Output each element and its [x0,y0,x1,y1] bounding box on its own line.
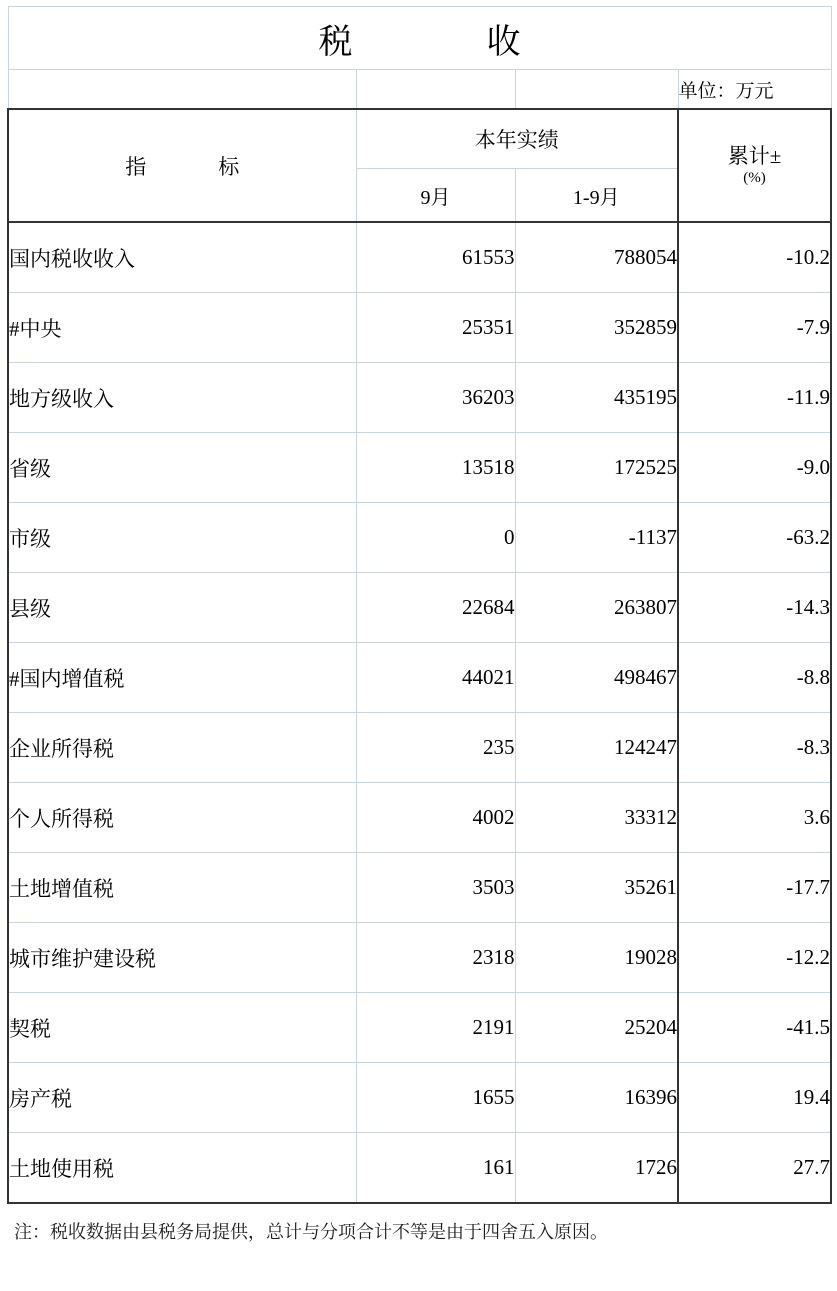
table-row [8,783,831,853]
table-row [8,1063,831,1133]
table-row [8,853,831,923]
row-month: 13518 [356,433,515,503]
row-label: #中央 [8,293,356,363]
header-growth [678,109,831,222]
row-cumulative: 788054 [515,222,678,293]
table-row [8,1133,831,1204]
row-cumulative: 33312 [515,783,678,853]
row-growth: -14.3 [678,573,831,643]
header-row-top [8,109,831,169]
row-label: 市级 [8,503,356,573]
row-cumulative: 16396 [515,1063,678,1133]
row-label: 地方级收入 [8,363,356,433]
row-cumulative: 352859 [515,293,678,363]
row-growth: -17.7 [678,853,831,923]
row-month: 161 [356,1133,515,1204]
row-growth: -8.3 [678,713,831,783]
header-month: 9月 [356,169,515,223]
row-month: 0 [356,503,515,573]
unit-row-blank-1 [8,70,356,110]
row-growth: 3.6 [678,783,831,853]
row-label: 省级 [8,433,356,503]
table-row [8,293,831,363]
header-cumulative: 1-9月 [515,169,678,223]
table-row [8,573,831,643]
table-row [8,923,831,993]
table-row [8,503,831,573]
row-month: 25351 [356,293,515,363]
table-row [8,993,831,1063]
table-row [8,713,831,783]
row-month: 22684 [356,573,515,643]
row-cumulative: 124247 [515,713,678,783]
header-current-year-group: 本年实绩 [356,109,678,169]
unit-row-blank-3 [515,70,678,110]
header-growth-label: 累计± [727,144,782,168]
unit-row-blank-2 [356,70,515,110]
row-label: #国内增值税 [8,643,356,713]
title-row [8,7,831,70]
unit-row [8,70,831,110]
row-growth: -41.5 [678,993,831,1063]
row-cumulative: 25204 [515,993,678,1063]
row-month: 44021 [356,643,515,713]
row-month: 1655 [356,1063,515,1133]
row-month: 2318 [356,923,515,993]
row-month: 235 [356,713,515,783]
footnote: 注：税收数据由县税务局提供，总计与分项合计不等是由于四舍五入原因。 [14,1222,608,1242]
table-row [8,643,831,713]
row-growth: -12.2 [678,923,831,993]
header-index: 指 标 [8,109,356,222]
row-growth: 27.7 [678,1133,831,1204]
header-growth-unit: (%) [743,170,766,187]
row-cumulative: 19028 [515,923,678,993]
row-month: 4002 [356,783,515,853]
table-row [8,363,831,433]
tax-report-sheet [0,6,837,1291]
row-label: 国内税收收入 [8,222,356,293]
row-label: 土地增值税 [8,853,356,923]
row-label: 契税 [8,993,356,1063]
row-growth: -9.0 [678,433,831,503]
row-cumulative: 172525 [515,433,678,503]
tax-table [7,6,832,1204]
row-month: 2191 [356,993,515,1063]
row-cumulative: 435195 [515,363,678,433]
row-growth: -8.8 [678,643,831,713]
unit-label: 单位：万元 [678,70,831,110]
row-cumulative: -1137 [515,503,678,573]
table-row [8,222,831,293]
row-cumulative: 35261 [515,853,678,923]
row-cumulative: 498467 [515,643,678,713]
row-month: 3503 [356,853,515,923]
row-growth: -7.9 [678,293,831,363]
row-growth: 19.4 [678,1063,831,1133]
row-label: 城市维护建设税 [8,923,356,993]
row-month: 61553 [356,222,515,293]
row-cumulative: 263807 [515,573,678,643]
page-title: 税 收 [8,7,831,70]
row-label: 企业所得税 [8,713,356,783]
table-row [8,433,831,503]
row-label: 个人所得税 [8,783,356,853]
row-label: 县级 [8,573,356,643]
row-month: 36203 [356,363,515,433]
row-growth: -63.2 [678,503,831,573]
row-growth: -10.2 [678,222,831,293]
row-label: 土地使用税 [8,1133,356,1204]
row-label: 房产税 [8,1063,356,1133]
row-cumulative: 1726 [515,1133,678,1204]
row-growth: -11.9 [678,363,831,433]
